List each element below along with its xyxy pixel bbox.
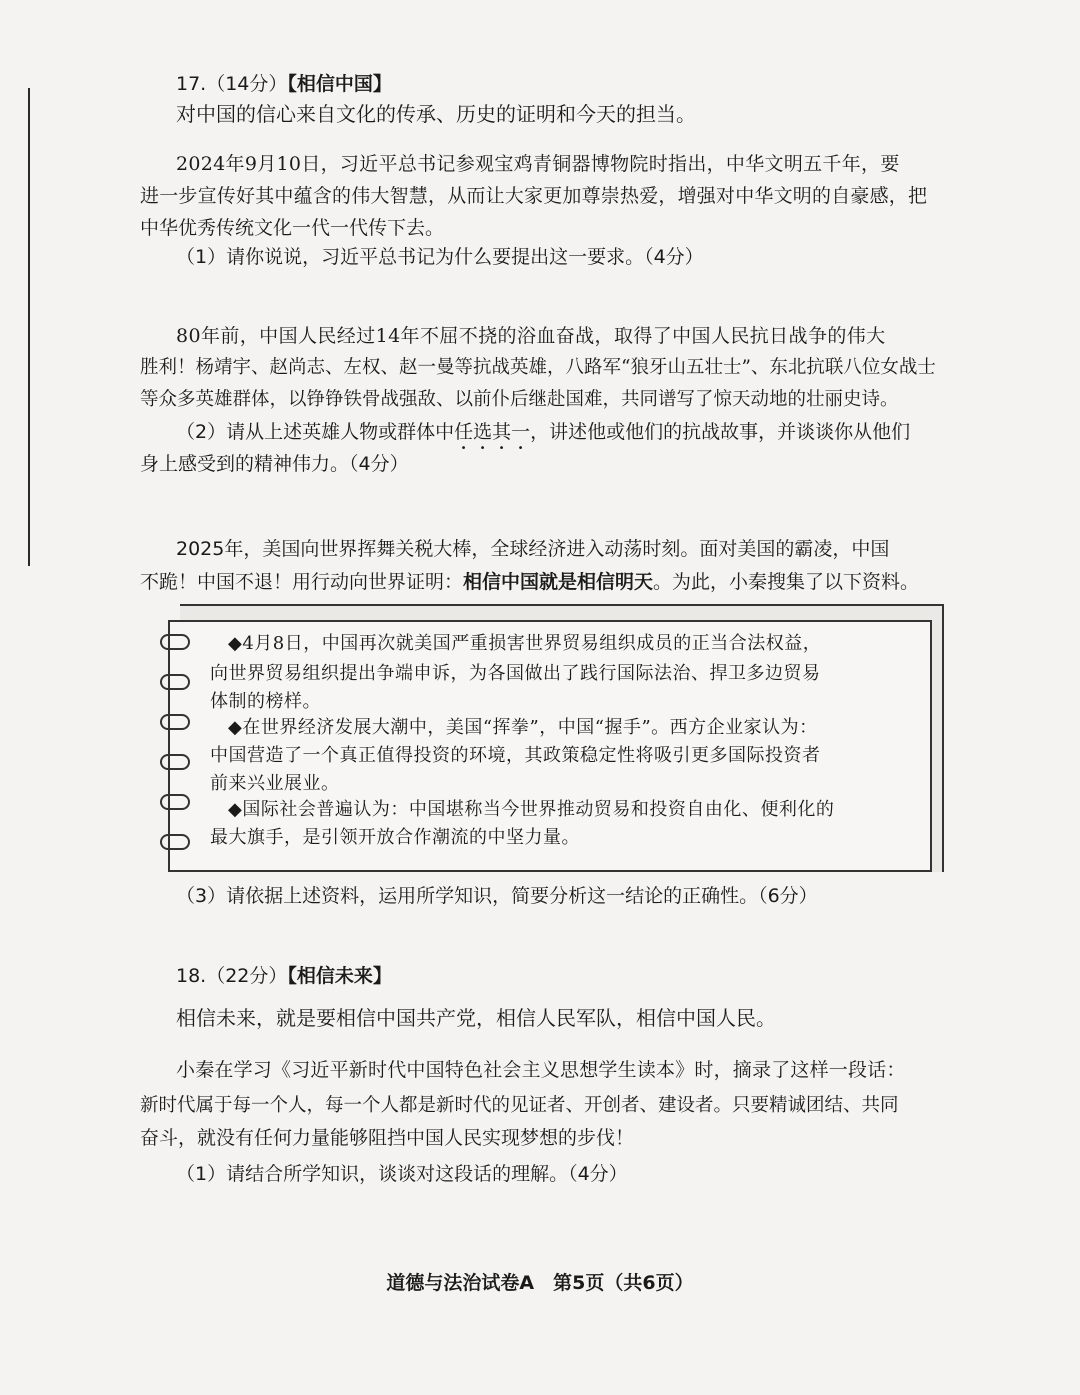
q18-question1: （1）请结合所学知识，谈谈对这段话的理解。（4分）	[176, 1163, 628, 1185]
q17-question2-emphasis: 任选其一	[454, 421, 531, 443]
notebook-ring-icon	[160, 834, 190, 850]
notebook-ring-icon	[160, 754, 190, 770]
notebook-ring-icon	[160, 714, 190, 730]
q17-intro: 对中国的信心来自文化的传承、历史的证明和今天的担当。	[176, 102, 696, 126]
q17-material3-line1: 2025年，美国向世界挥舞关税大棒，全球经济进入动荡时刻。面对美国的霸凌，中国	[176, 538, 890, 560]
box-line-5: 中国营造了一个真正值得投资的环境，其政策稳定性将吸引更多国际投资者	[210, 745, 821, 766]
notebook-ring-icon	[160, 794, 190, 810]
box-line-7: ◆国际社会普遍认为：中国堪称当今世界推动贸易和投资自由化、便利化的	[228, 799, 835, 820]
box-line-2: 向世界贸易组织提出争端申诉，为各国做出了践行国际法治、捍卫多边贸易	[210, 663, 821, 684]
q17-question1: （1）请你说说，习近平总书记为什么要提出这一要求。（4分）	[176, 246, 704, 268]
q18-intro: 相信未来，就是要相信中国共产党，相信人民军队，相信中国人民。	[176, 1006, 776, 1030]
box-line-1: ◆4月8日，中国再次就美国严重损害世界贸易组织成员的正当合法权益，	[228, 633, 822, 654]
q17-question2-part-b: ，讲述他或他们的抗战故事，并谈谈你从他们	[530, 421, 911, 443]
box-line-6: 前来兴业展业。	[210, 773, 340, 794]
q18-header	[176, 962, 392, 990]
notebook-ring-icon	[160, 674, 190, 690]
q17-material2-line2: 胜利！杨靖宇、赵尚志、左权、赵一曼等抗战英雄，八路军“狼牙山五壮士”、东北抗联八位女战士	[140, 357, 936, 378]
q18-number: 18.（22分）	[176, 965, 288, 987]
q18-material-line3: 奋斗，就没有任何力量能够阻挡中国人民实现梦想的步伐！	[140, 1127, 635, 1149]
q17-material3-line2	[140, 568, 919, 596]
q17-material1-line2: 进一步宣传好其中蕴含的伟大智慧，从而让大家更加尊崇热爱，增强对中华文明的自豪感，把	[140, 185, 928, 207]
q17-material3-part-a: 不跪！中国不退！用行动向世界证明：	[140, 571, 464, 593]
notebook-ring-icon	[160, 634, 190, 650]
q17-tag: 【相信中国】	[287, 73, 392, 95]
q17-material1-line3: 中华优秀传统文化一代一代传下去。	[140, 217, 445, 239]
q17-question2-part-a: （2）请从上述英雄人物或群体中	[176, 421, 455, 443]
q17-material2-line3: 等众多英雄群体，以铮铮铁骨战强敌、以前仆后继赴国难，共同谱写了惊天动地的壮丽史诗。	[140, 389, 899, 410]
q17-material1-line1: 2024年9月10日，习近平总书记参观宝鸡青铜器博物院时指出，中华文明五千年，要	[176, 153, 900, 175]
q18-material-line2: 新时代属于每一个人，每一个人都是新时代的见证者、开创者、建设者。只要精诚团结、共同	[140, 1095, 899, 1116]
q17-question2-line2: 身上感受到的精神伟力。（4分）	[140, 453, 409, 475]
q17-material2-line1: 80年前，中国人民经过14年不屈不挠的浴血奋战，取得了中国人民抗日战争的伟大	[176, 325, 886, 347]
q17-material3-bold: 相信中国就是相信明天	[463, 571, 654, 593]
q17-question2	[176, 418, 910, 454]
q18-tag: 【相信未来】	[287, 965, 392, 987]
q17-material3-part-b: 。为此，小秦搜集了以下资料。	[653, 571, 920, 593]
box-line-8: 最大旗手，是引领开放合作潮流的中坚力量。	[210, 827, 580, 848]
page-footer: 道德与法治试卷A 第5页（共6页）	[386, 1272, 694, 1294]
box-line-3: 体制的榜样。	[210, 691, 321, 712]
binding-margin-line	[28, 88, 30, 566]
q18-material-line1: 小秦在学习《习近平新时代中国特色社会主义思想学生读本》时，摘录了这样一段话：	[176, 1059, 906, 1081]
q17-number: 17.（14分）	[176, 73, 288, 95]
box-line-4: ◆在世界经济发展大潮中，美国“挥拳”，中国“握手”。西方企业家认为：	[228, 717, 818, 738]
q17-question3: （3）请依据上述资料，运用所学知识，简要分析这一结论的正确性。（6分）	[176, 885, 818, 907]
q17-header	[176, 70, 392, 98]
